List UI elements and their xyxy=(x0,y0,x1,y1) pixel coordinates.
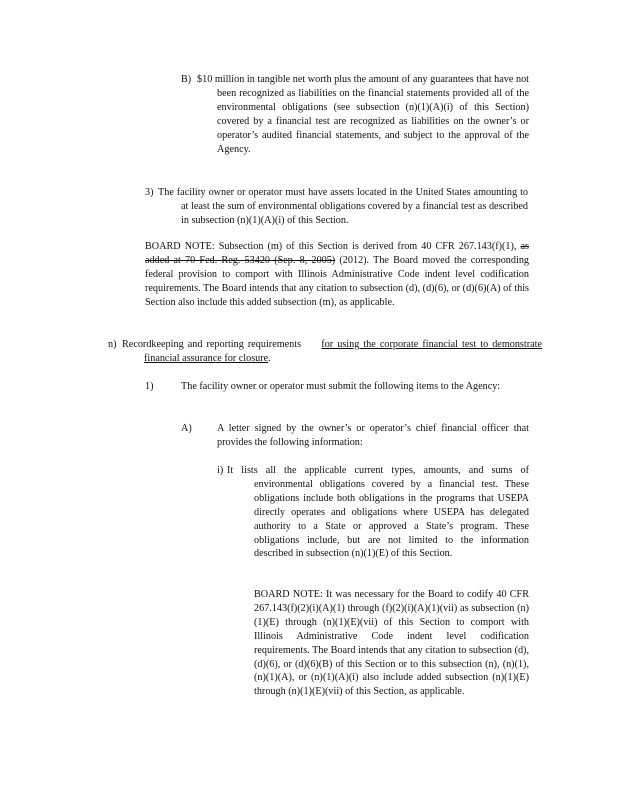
item-b-label: B) xyxy=(181,74,192,85)
item-n1-label: 1) xyxy=(145,381,154,392)
item-n-heading: Recordkeeping and reporting requirements xyxy=(122,339,302,350)
board-note-2: BOARD NOTE: It was necessary for the Board to codify 40 CFR 267.143(f)(2)(i)(A)(1) through (f)(2)(i)(A)(1)(vii) as subsection (n)(1)(E) through (n)(1)(E)(vii) of this Section to comport with Illinois Administrative Code indent level codification requirements. The Board intends that any citation to subsection (d), (d)(6), or (d)(6)(B) of this Section or to this subsection (n), (n)(1), (n)(1)(A), or (n)(1)(A)(i) also include added subsection (n)(1)(E) through (n)(1)(E)(vii) of this Section, as applicable. xyxy=(254,589,529,698)
item-n-end: . xyxy=(268,352,271,364)
item-3-label: 3) xyxy=(145,187,154,198)
item-n1ai-label: i) xyxy=(217,465,224,476)
item-3-body: The facility owner or operator must have assets located in the United States amounting to at least the sum of environmental obligations covered by a financial test as described in subsection (n)(1)(A)(i) of this Section. xyxy=(158,187,528,226)
item-b-body: $10 million in tangible net worth plus the amount of any guarantees that have not been recognized as liabilities on the financial statements provided all of the environmental obligations (see subsection (n)(1)(A)(i) of this Section) covered by a financial test are recognized as liabilities on the owner’s or operator’s audited financial statements, and subject to the approval of the Agency. xyxy=(197,74,529,155)
board-note-1 xyxy=(145,240,529,310)
item-n1ai-text xyxy=(227,464,529,561)
board-note-1-lead: BOARD NOTE: Subsection (m) of this Section is derived from 40 CFR 267.143(f)(1), xyxy=(145,241,517,252)
item-n1-text: The facility owner or operator must submit the following items to the Agency: xyxy=(181,381,501,392)
board-note-1-struck: as added at 70 Fed. Reg. 53420 (Sep. 8, 2005) xyxy=(145,241,529,266)
item-n-underlined: for using the corporate financial test to demonstrate financial assurance for closure xyxy=(144,339,542,364)
board-note-1-tail: (2012). The Board moved the corresponding federal provision to comport with Illinois Administrative Code indent level codification requirements. The Board intends that any citation to subsection (d), (d)(6), or (d)(6)(A) of this Section also include this added subsection (m), as applicable. xyxy=(145,254,530,308)
item-n1a-text: A letter signed by the owner’s or operator’s chief financial officer that provides the following information: xyxy=(217,423,529,448)
item-n-text xyxy=(122,338,542,366)
item-n-body xyxy=(122,338,542,366)
item-b-text xyxy=(197,73,529,156)
item-3-text xyxy=(158,186,528,228)
item-n1ai-body: It lists all the applicable current types, amounts, and sums of environmental obligations covered by a financial test. These obligations include both obligations in the programs that USEPA directly operates and obligations where USEPA has delegated authority to a State or approved a State’s program. These obligations include, but are not limited to the information described in subsection (n)(1)(E) of this Section. xyxy=(227,465,529,560)
item-n1a-label: A) xyxy=(181,423,192,434)
item-n-label: n) xyxy=(108,339,117,350)
